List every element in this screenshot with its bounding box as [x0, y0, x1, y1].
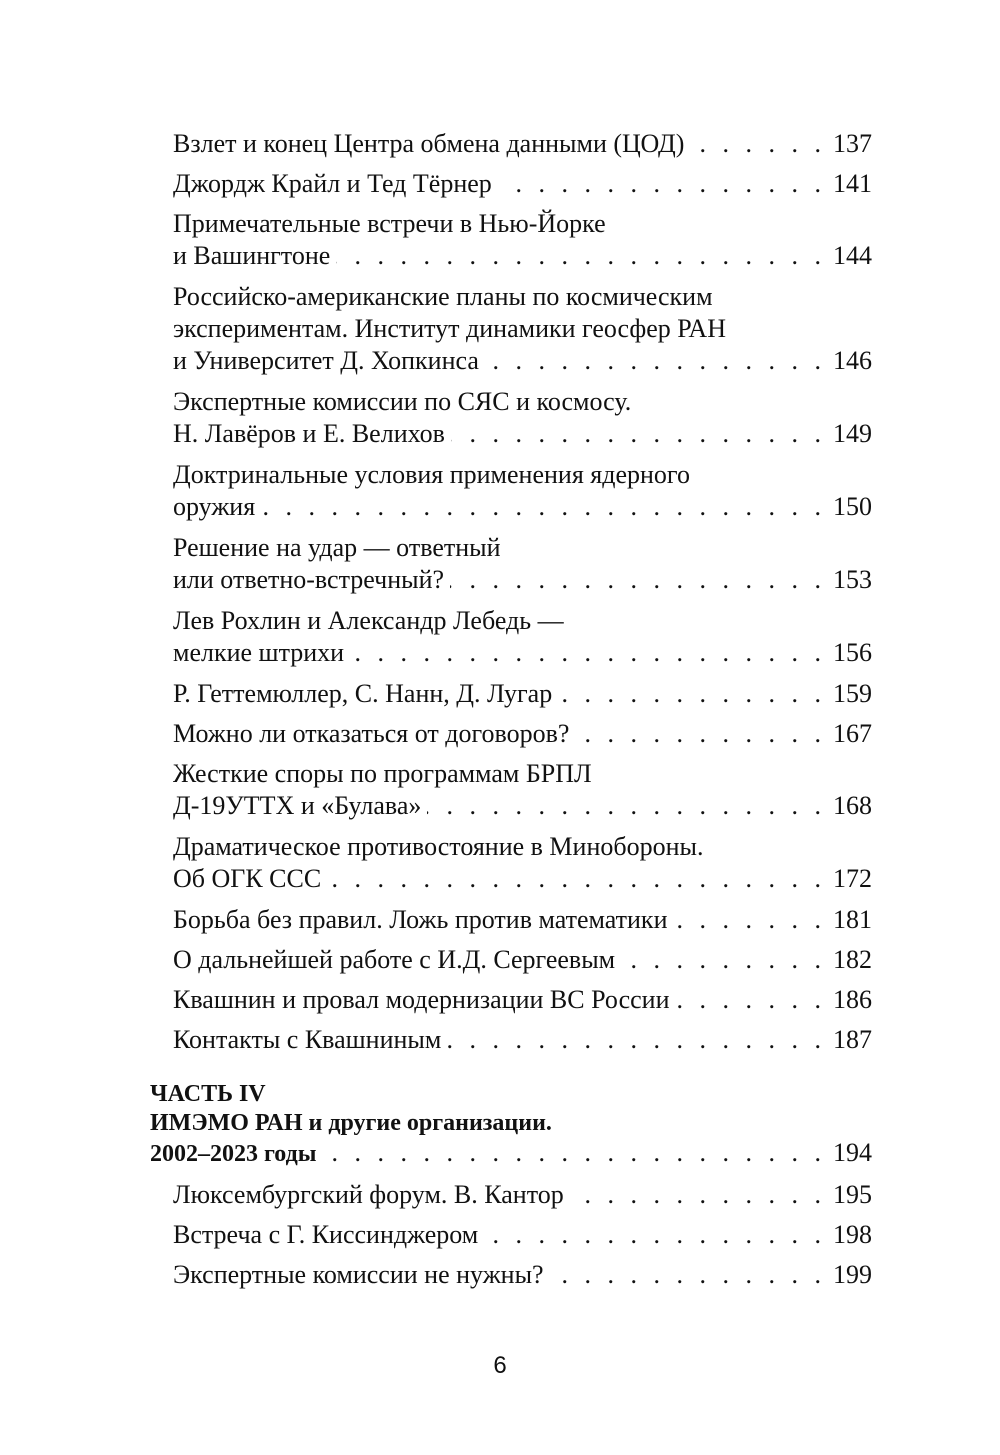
toc-page-number: 149	[833, 419, 872, 448]
toc-entry-line	[173, 208, 872, 240]
part-title-line: 2002–2023 годы	[150, 1141, 317, 1167]
dot-leader	[350, 637, 826, 669]
toc-page-number: 156	[833, 638, 872, 667]
toc-entry-last-line	[173, 863, 872, 895]
toc-entry-last-line	[173, 168, 872, 200]
dot-leader	[451, 418, 826, 450]
toc-entry	[150, 758, 872, 822]
toc-group-part-4	[150, 1179, 872, 1291]
toc-entry-last-line	[173, 1219, 872, 1251]
toc-entry-line	[173, 459, 872, 491]
toc-entry-title: Можно ли отказаться от договоров?	[173, 719, 570, 748]
toc-entry	[150, 1024, 872, 1056]
toc-entry	[150, 281, 872, 377]
toc-entry-title: Российско-американские планы по космическим	[173, 282, 713, 311]
dot-leader	[485, 345, 826, 377]
toc-entry-last-line	[173, 984, 872, 1016]
toc-entry	[150, 128, 872, 160]
toc-entry-title: и Университет Д. Хопкинса	[173, 346, 479, 375]
toc-entry-title: мелкие штрихи	[173, 638, 345, 667]
toc-entry-title: Н. Лавёров и Е. Велихов	[173, 419, 445, 448]
toc-entry-title: Об ОГК ССС	[173, 864, 322, 893]
toc-entry	[150, 1179, 872, 1211]
toc-page-number: 172	[833, 864, 872, 893]
toc-entry-last-line	[173, 904, 872, 936]
toc-page-number: 150	[833, 492, 872, 521]
toc-entry	[150, 718, 872, 750]
toc-entry	[150, 831, 872, 895]
dot-leader	[673, 904, 826, 936]
toc-entry-last-line	[173, 491, 872, 523]
toc-entry-title: Встреча с Г. Киссинджером	[173, 1220, 479, 1249]
dot-leader	[261, 491, 826, 523]
toc-entry-line	[150, 1080, 872, 1109]
toc-entry-title: оружия	[173, 492, 256, 521]
toc-entry-title: Драматическое противостояние в Минобороны.	[173, 832, 704, 861]
toc-entry-title: Доктринальные условия применения ядерного	[173, 460, 690, 489]
toc-page-number: 153	[833, 565, 872, 594]
toc-page-number: 186	[833, 985, 872, 1014]
toc-entry-title: Контакты с Квашниным	[173, 1025, 442, 1054]
toc-page-number: 199	[833, 1260, 872, 1289]
toc-entry-title: Жесткие споры по программам БРПЛ	[173, 759, 592, 788]
toc-entry-title: Люксембургский форум. В. Кантор	[173, 1180, 564, 1209]
toc-entry-line	[173, 831, 872, 863]
toc-entry-title: Решение на удар — ответный	[173, 533, 501, 562]
toc-entry-last-line	[173, 128, 872, 160]
toc-entry-last-line	[173, 718, 872, 750]
toc-entry-title: или ответно-встречный?	[173, 565, 445, 594]
toc-entry-last-line	[173, 1024, 872, 1056]
toc-entry-line	[173, 532, 872, 564]
toc-entry	[150, 168, 872, 200]
toc-entry	[150, 678, 872, 710]
dot-leader	[621, 944, 826, 976]
toc-entry-title: Д-19УТТХ и «Булава»	[173, 791, 422, 820]
toc-entry-last-line	[173, 1259, 872, 1291]
toc-page-number: 167	[833, 719, 872, 748]
toc-entry	[150, 605, 872, 669]
part-title-line: ИМЭМО РАН и другие организации.	[150, 1110, 552, 1136]
table-of-contents	[150, 128, 872, 1299]
toc-entry-line	[173, 758, 872, 790]
toc-entry-title: Квашнин и провал модернизации ВС России	[173, 985, 670, 1014]
toc-entry	[150, 984, 872, 1016]
toc-entry-title: О дальнейшей работе с И.Д. Сергеевым	[173, 945, 616, 974]
toc-entry-line	[173, 386, 872, 418]
toc-page-number: 168	[833, 791, 872, 820]
dot-leader	[447, 1024, 826, 1056]
toc-entry-title: Примечательные встречи в Нью-Йорке	[173, 209, 606, 238]
dot-leader	[327, 863, 826, 895]
toc-entry	[150, 208, 872, 272]
toc-entry	[150, 1259, 872, 1291]
toc-entry	[150, 459, 872, 523]
toc-page-number: 182	[833, 945, 872, 974]
toc-page-number: 144	[833, 241, 872, 270]
toc-group-part-3	[150, 128, 872, 1056]
toc-entry-title: Взлет и конец Центра обмена данными (ЦОД)	[173, 129, 685, 158]
dot-leader	[323, 1138, 827, 1167]
dot-leader	[498, 168, 826, 200]
toc-entry-title: Экспертные комиссии по СЯС и космосу.	[173, 387, 632, 416]
toc-entry	[150, 944, 872, 976]
toc-page-number: 141	[833, 169, 872, 198]
toc-entry	[150, 386, 872, 450]
dot-leader	[558, 678, 826, 710]
toc-entry-last-line	[150, 1138, 872, 1169]
toc-page-number: 187	[833, 1025, 872, 1054]
toc-entry-title: Экспертные комиссии не нужны?	[173, 1260, 544, 1289]
dot-leader	[427, 790, 826, 822]
toc-entry	[150, 532, 872, 596]
dot-leader	[575, 718, 826, 750]
toc-entry-last-line	[173, 240, 872, 272]
toc-page-number: 181	[833, 905, 872, 934]
toc-entry-line	[173, 281, 872, 313]
toc-entry-last-line	[173, 418, 872, 450]
toc-entry-last-line	[173, 1179, 872, 1211]
dot-leader	[690, 128, 826, 160]
part-title-line: ЧАСТЬ IV	[150, 1081, 266, 1107]
dot-leader	[336, 240, 826, 272]
toc-entry-title: Р. Геттемюллер, С. Нанн, Д. Лугар	[173, 679, 553, 708]
toc-entry-line	[173, 313, 872, 345]
dot-leader	[676, 984, 827, 1016]
toc-entry-last-line	[173, 564, 872, 596]
toc-page-number: 146	[833, 346, 872, 375]
toc-page-number: 159	[833, 679, 872, 708]
dot-leader	[570, 1179, 826, 1211]
toc-entry-title: экспериментам. Институт динамики геосфер РАН	[173, 314, 726, 343]
toc-entry-title: Борьба без правил. Ложь против математики	[173, 905, 668, 934]
toc-entry-line	[173, 605, 872, 637]
toc-page-number: 137	[833, 129, 872, 158]
toc-entry-last-line	[173, 637, 872, 669]
toc-entry-title: Джордж Крайл и Тед Тёрнер	[173, 169, 492, 198]
page-number: 6	[493, 1352, 507, 1379]
toc-entry-last-line	[173, 944, 872, 976]
toc-entry-title: и Вашингтоне	[173, 241, 331, 270]
toc-entry	[150, 1219, 872, 1251]
toc-page-number: 194	[833, 1138, 872, 1167]
toc-entry-last-line	[173, 345, 872, 377]
part-heading	[150, 1080, 872, 1169]
toc-page-number: 195	[833, 1180, 872, 1209]
dot-leader	[484, 1219, 826, 1251]
toc-entry	[150, 904, 872, 936]
toc-entry-line	[150, 1109, 872, 1138]
toc-entry-title: Лев Рохлин и Александр Лебедь —	[173, 606, 564, 635]
dot-leader	[550, 1259, 826, 1291]
toc-page-number: 198	[833, 1220, 872, 1249]
dot-leader	[450, 564, 826, 596]
toc-entry-last-line	[173, 678, 872, 710]
toc-entry-last-line	[173, 790, 872, 822]
